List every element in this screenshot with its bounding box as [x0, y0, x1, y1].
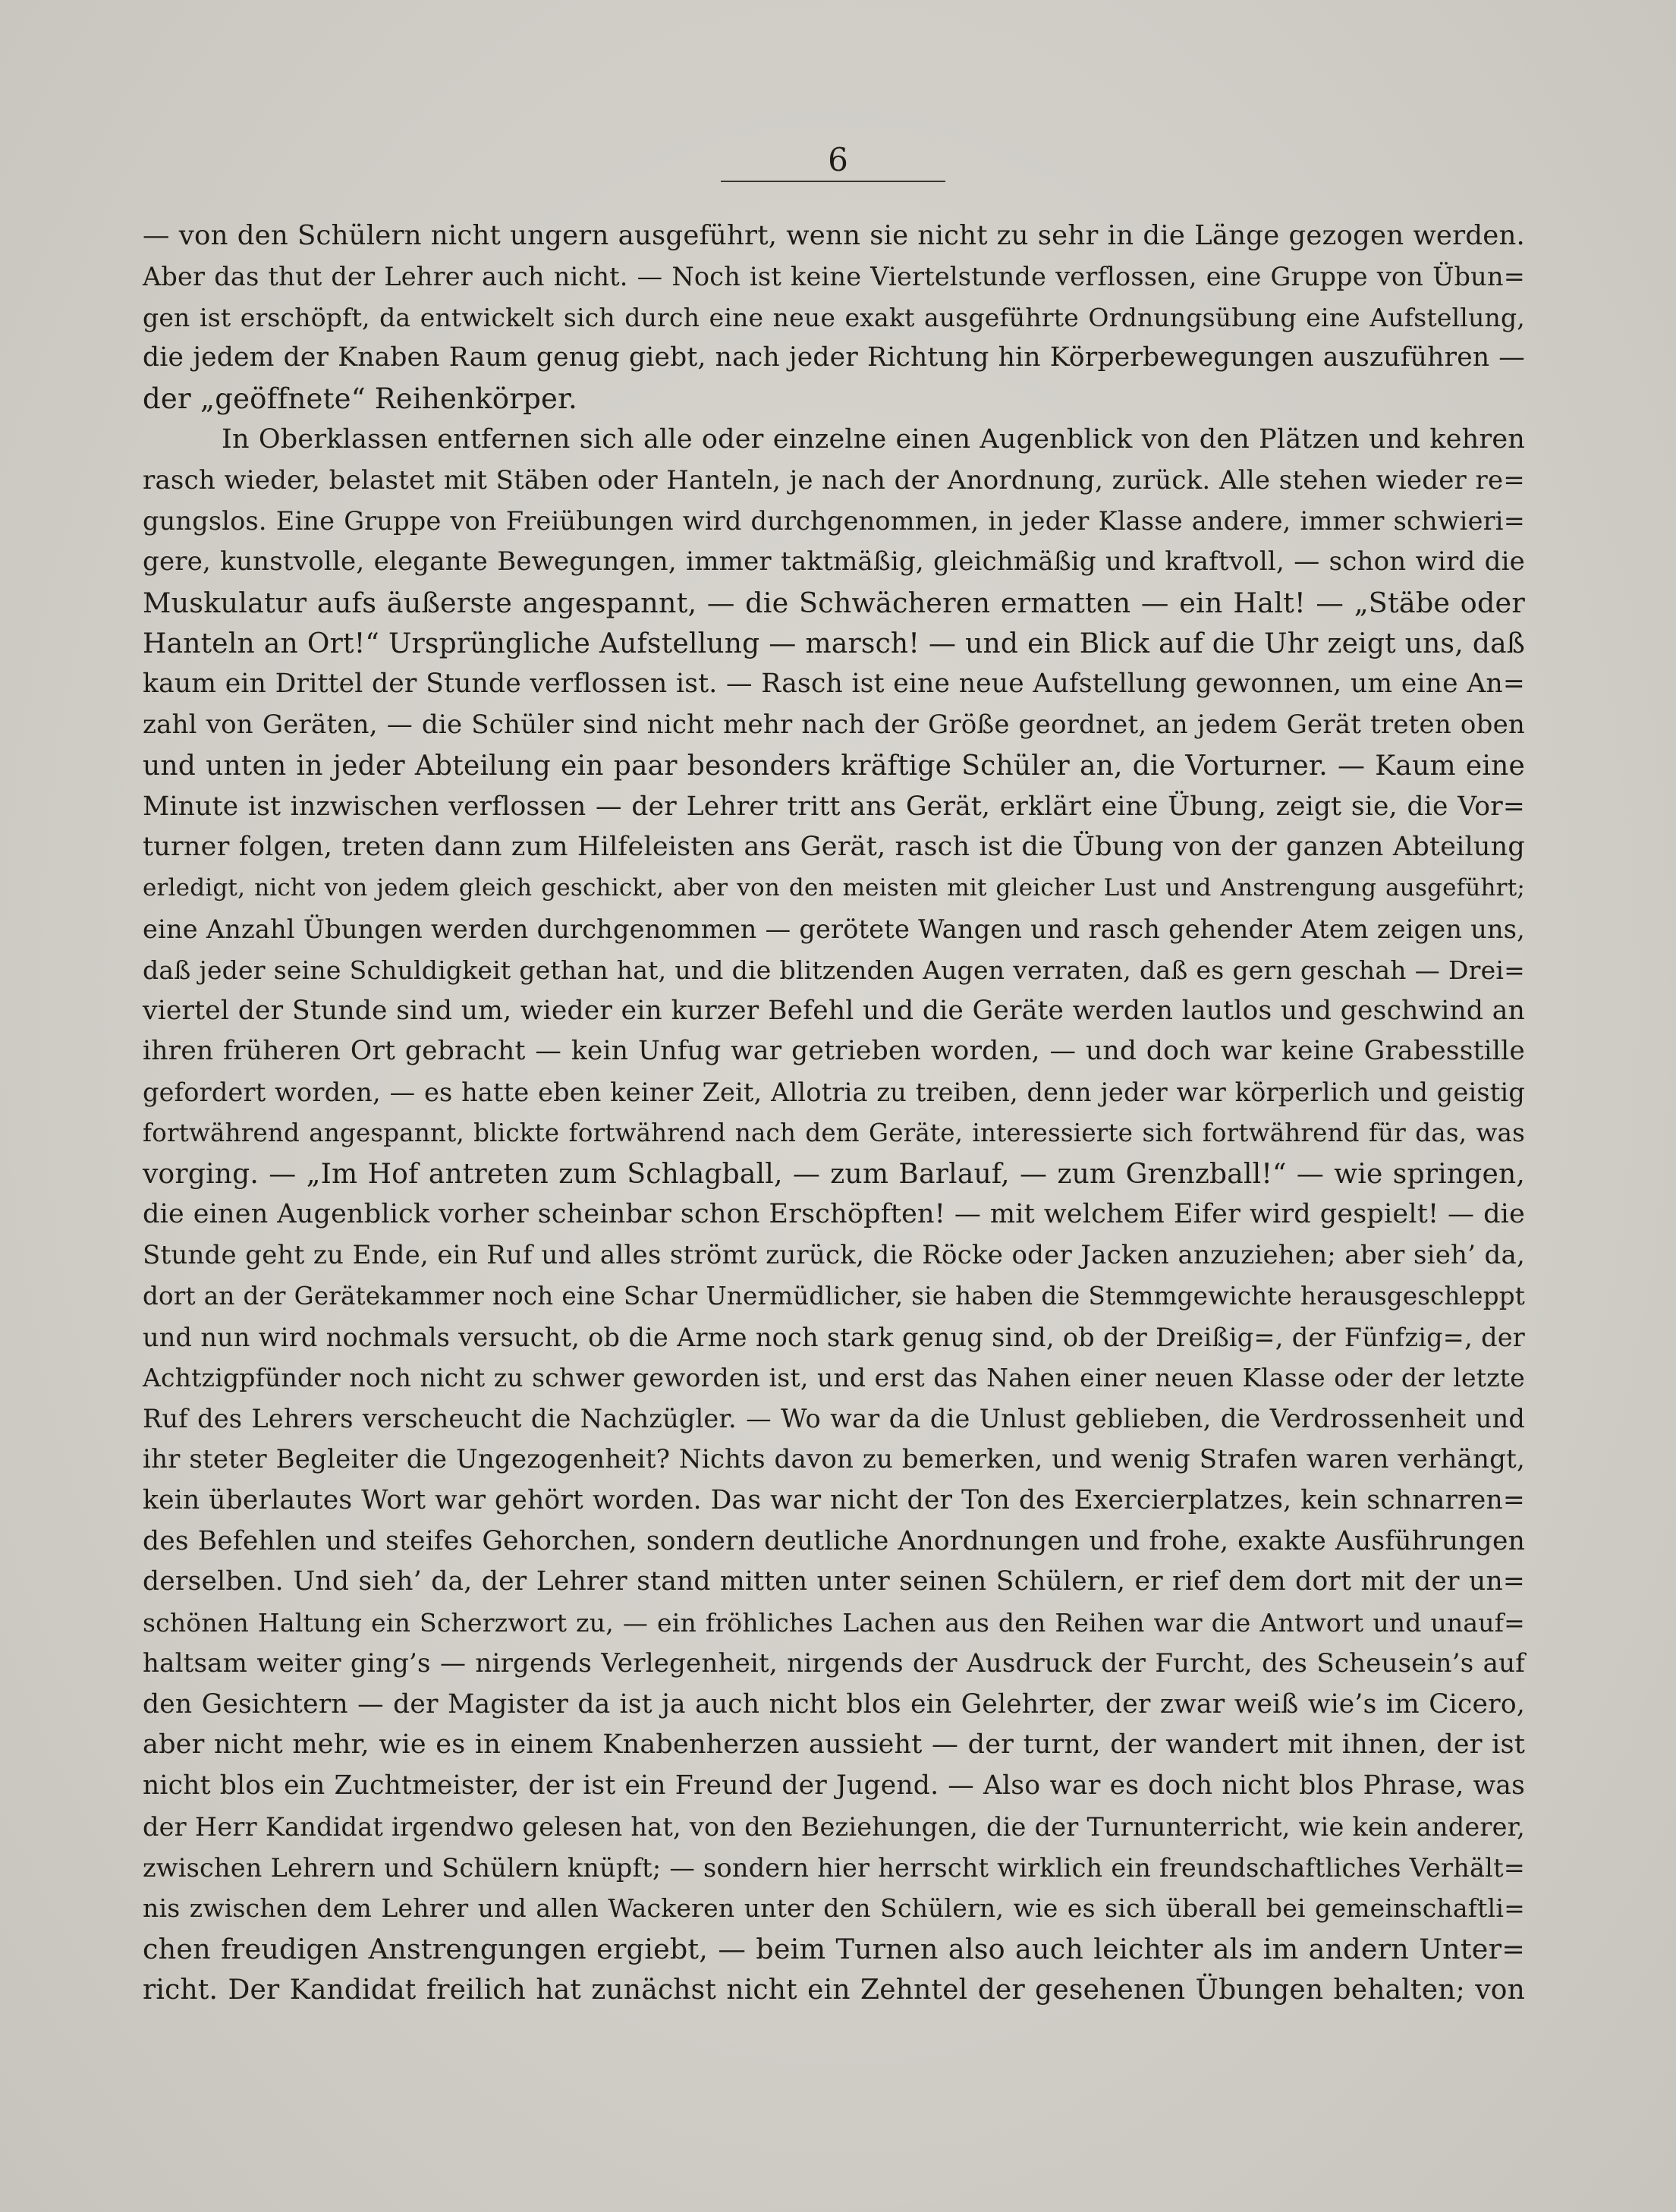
text-line: dort an der Gerätekammer noch eine Schar Unermüdlicher, sie haben die Stemmgewichte herausgeschleppt: [143, 1281, 1525, 1311]
header-rule: [721, 181, 945, 182]
text-line: Minute ist inzwischen verflossen — der Lehrer tritt ans Gerät, erklärt eine Übung, zeigt sie, die Vor=: [143, 791, 1525, 822]
text-line: der „geöffnete“ Reihenkörper.: [143, 382, 577, 416]
text-line: ihr steter Begleiter die Ungezogenheit? Nichts davon zu bemerken, und wenig Strafen waren verhängt,: [143, 1443, 1525, 1474]
page-number: 6: [828, 141, 848, 178]
text-line: kein überlautes Wort war gehört worden. Das war nicht der Ton des Exercierplatzes, kein schnarren=: [143, 1484, 1525, 1515]
text-line: gere, kunstvolle, elegante Bewegungen, immer taktmäßig, gleichmäßig und kraftvoll, — schon wird die: [143, 546, 1525, 577]
text-line: nicht blos ein Zuchtmeister, der ist ein Freund der Jugend. — Also war es doch nicht blos Phrase, was: [143, 1770, 1525, 1801]
text-line: erledigt, nicht von jedem gleich geschickt, aber von den meisten mit gleicher Lust und Anstrengung ausgeführt;: [143, 874, 1525, 902]
text-line: Hanteln an Ort!“ Ursprüngliche Aufstellung — marsch! — und ein Blick auf die Uhr zeigt uns, daß: [143, 628, 1525, 659]
text-line: gungslos. Eine Gruppe von Freiübungen wird durchgenommen, in jeder Klasse andere, immer schwieri=: [143, 506, 1525, 536]
text-line: zahl von Geräten, — die Schüler sind nicht mehr nach der Größe geordnet, an jedem Gerät treten oben: [143, 710, 1525, 741]
text-line: — von den Schülern nicht ungern ausgeführt, wenn sie nicht zu sehr in die Länge gezogen werden.: [143, 220, 1525, 251]
text-line: Aber das thut der Lehrer auch nicht. — Noch ist keine Viertelstunde verflossen, eine Gruppe von Übun=: [143, 261, 1525, 291]
text-line: den Gesichtern — der Magister da ist ja auch nicht blos ein Gelehrter, der zwar weiß wie’s im Cicero,: [143, 1688, 1525, 1720]
text-line: die einen Augenblick vorher scheinbar schon Erschöpften! — mit welchem Eifer wird gespielt! — die: [143, 1199, 1525, 1230]
text-line: vorging. — „Im Hof antreten zum Schlagball, — zum Barlauf, — zum Grenzball!“ — wie springen,: [143, 1158, 1525, 1190]
text-line: die jedem der Knaben Raum genug giebt, nach jeder Richtung hin Körperbewegungen auszuführen —: [143, 342, 1525, 373]
text-line: haltsam weiter ging’s — nirgends Verlegenheit, nirgends der Ausdruck der Furcht, des Scheusein’s auf: [143, 1647, 1525, 1679]
text-line: und unten in jeder Abteilung ein paar besonders kräftige Schüler an, die Vorturner. — Kaum eine: [143, 750, 1525, 782]
text-line: nis zwischen dem Lehrer und allen Wackeren unter den Schülern, wie es sich überall bei gemeinschaftli=: [143, 1893, 1525, 1924]
text-line: des Befehlen und steifes Gehorchen, sondern deutliche Anordnungen und frohe, exakte Ausführungen: [143, 1525, 1525, 1556]
text-line: ihren früheren Ort gebracht — kein Unfug war getrieben worden, — und doch war keine Grabesstille: [143, 1036, 1525, 1067]
text-line: Stunde geht zu Ende, ein Ruf und alles strömt zurück, die Röcke oder Jacken anzuziehen; aber sieh’ da,: [143, 1240, 1525, 1271]
text-line: eine Anzahl Übungen werden durchgenommen — gerötete Wangen und rasch gehender Atem zeigen uns,: [143, 914, 1525, 945]
text-line: viertel der Stunde sind um, wieder ein kurzer Befehl und die Geräte werden lautlos und geschwind an: [143, 995, 1525, 1026]
text-line: Achtzigpfünder noch nicht zu schwer geworden ist, und erst das Nahen einer neuen Klasse oder der letzte: [143, 1363, 1525, 1393]
text-line: zwischen Lehrern und Schülern knüpft; — sondern hier herrscht wirklich ein freundschaftliches Verhält=: [143, 1852, 1525, 1883]
text-line: fortwährend angespannt, blickte fortwährend nach dem Geräte, interessierte sich fortwährend für das, was: [143, 1118, 1525, 1147]
text-line: In Oberklassen entfernen sich alle oder einzelne einen Augenblick von den Plätzen und kehren: [222, 423, 1525, 455]
text-line: der Herr Kandidat irgendwo gelesen hat, von den Beziehungen, die der Turnunterricht, wie kein anderer,: [143, 1811, 1525, 1842]
text-line: und nun wird nochmals versucht, ob die Arme noch stark genug sind, ob der Dreißig=, der Fünfzig=, der: [143, 1322, 1525, 1352]
text-line: kaum ein Drittel der Stunde verflossen ist. — Rasch ist eine neue Aufstellung gewonnen, um eine An=: [143, 669, 1525, 700]
text-line: Muskulatur aufs äußerste angespannt, — die Schwächeren ermatten — ein Halt! — „Stäbe oder: [143, 586, 1525, 619]
body-text: [143, 216, 1525, 2011]
text-line: derselben. Und sieh’ da, der Lehrer stand mitten unter seinen Schülern, er rief dem dort mit der un=: [143, 1566, 1525, 1597]
text-line: daß jeder seine Schuldigkeit gethan hat, und die blitzenden Augen verraten, daß es gern geschah — Drei=: [143, 955, 1525, 985]
text-line: gefordert worden, — es hatte eben keiner Zeit, Allotria zu treiben, denn jeder war körperlich und geistig: [143, 1078, 1525, 1108]
text-line: schönen Haltung ein Scherzwort zu, — ein fröhliches Lachen aus den Reihen war die Antwort und unauf=: [143, 1608, 1525, 1638]
text-line: richt. Der Kandidat freilich hat zunächst nicht ein Zehntel der gesehenen Übungen behalten; von: [143, 1974, 1525, 2006]
text-line: Ruf des Lehrers verscheucht die Nachzügler. — Wo war da die Unlust geblieben, die Verdrossenheit und: [143, 1404, 1525, 1434]
text-line: gen ist erschöpft, da entwickelt sich durch eine neue exakt ausgeführte Ordnungsübung eine Aufstellung,: [143, 302, 1525, 332]
text-line: aber nicht mehr, wie es in einem Knabenherzen aussieht — der turnt, der wandert mit ihnen, der ist: [143, 1729, 1525, 1760]
text-line: chen freudigen Anstrengungen ergiebt, — beim Turnen also auch leichter als im andern Unter=: [143, 1933, 1525, 1966]
text-line: rasch wieder, belastet mit Stäben oder Hanteln, je nach der Anordnung, zurück. Alle stehen wieder re=: [143, 464, 1525, 496]
text-line: turner folgen, treten dann zum Hilfeleisten ans Gerät, rasch ist die Übung von der ganzen Abteilung: [143, 832, 1525, 863]
